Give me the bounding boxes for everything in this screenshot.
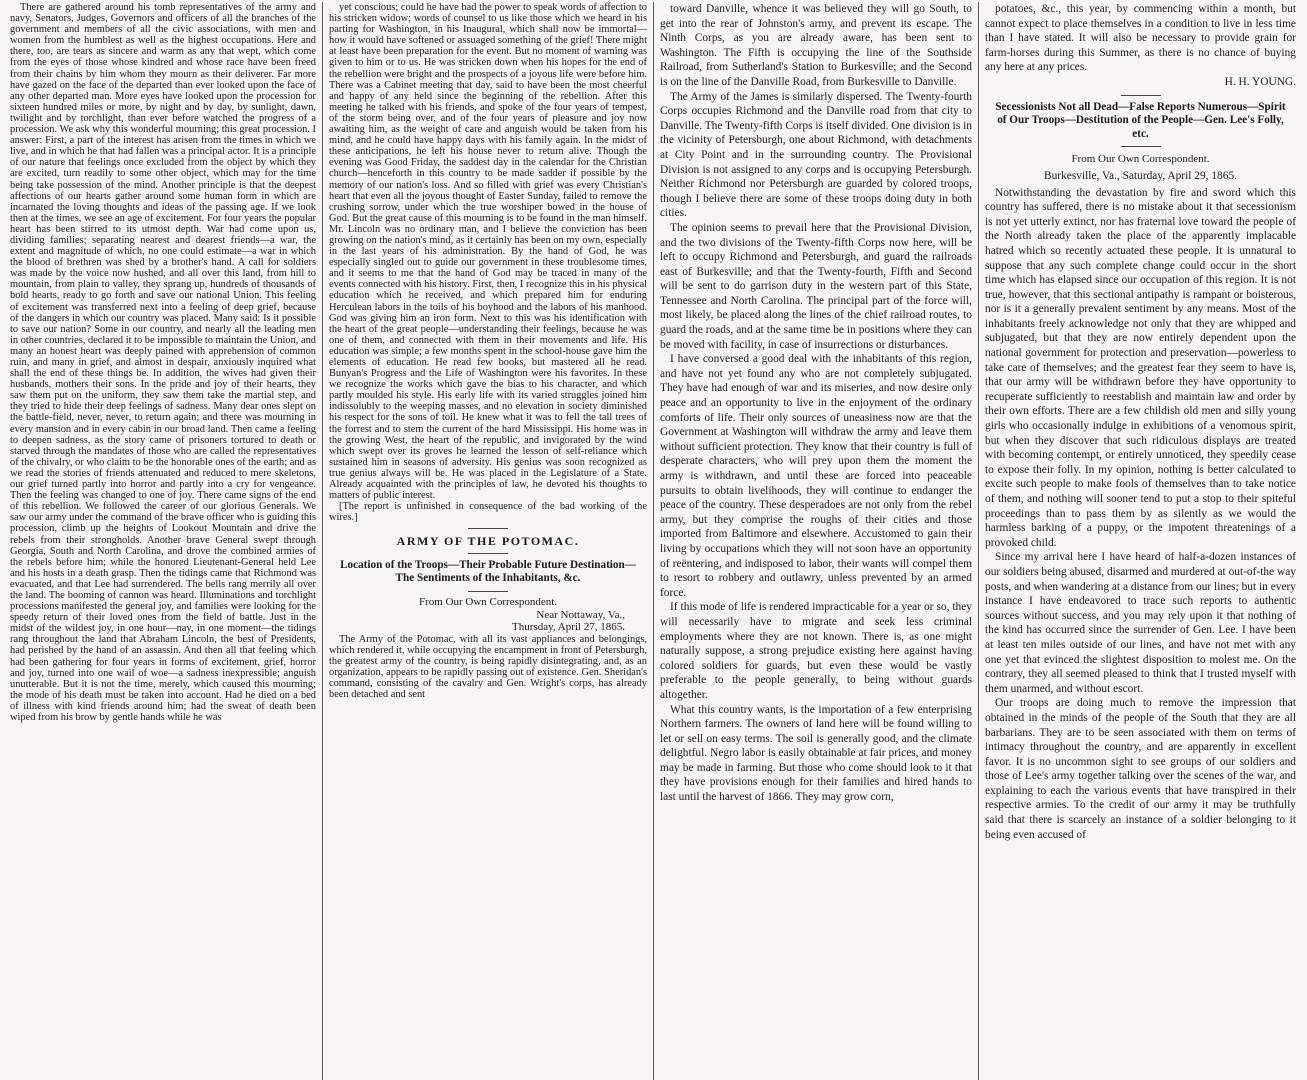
article-body: The Army of the Potomac, with all its vast appliances and belongings, which rendered it, while occupying the encampment in front of Petersburgh, the greatest army of the country, is being rapidly disintegrating, and, as an organization, appears to be rapidly passing out of existence. Gen. Sheridan's command, consisting of the cavalry and Gen. Wright's corps, has already been detached and sent	[329, 633, 647, 701]
column-3-paragraph: What this country wants, is the importation of a few enterprising Northern farmers. The owners of land here will be found willing to let or sell on easy terms. The soil is generally good, and the climate delightful. Negro labor is easily obtainable at fair prices, and money may be made in farming. But those who come should look to it that they have provisions enough for their families and hired hands to last until the harvest of 1866. They may grow corn,	[660, 703, 972, 804]
dateline	[329, 609, 647, 634]
column-1	[4, 2, 322, 1080]
section-divider	[1121, 95, 1161, 96]
article-heading: Secessionists Not all Dead—False Reports Numerous—Spirit of Our Troops—Destitution of the People—Gen. Lee's Folly, etc.	[995, 100, 1286, 140]
column-2-paragraph: yet conscious; could he have had the power to speak words of affection to his stricken widow; words of counsel to us like those which we heard in his parting for Washington, in his Inaugural, which shall now be immortal—how it would have softened or assuaged something of the grief! There might at least have been preparation for the event. But no moment of warning was given to him or to us. He was stricken down when his hopes for the end of the rebellion were bright and the prospects of a joyous life were before him. There was a Cabinet meeting that day, said to have been the most cheerful and happy of any held since the beginning of the rebellion. After this meeting he talked with his friends, and spoke of the four years of tempest, of the storm being over, and of the four years of pleasure and joy now awaiting him, as the weight of care and anguish would be taken from his mind, and he could have happy days with his family again. In the midst of these anticipations, he left his house never to return alive. Though the evening was Good Friday, the saddest day in the calendar for the Christian church—henceforth in this country to be made sadder if possible by the memory of our nation's loss. And so filled with grief was every Christian's heart that even all the joyous thought of Easter Sunday, failed to remove the crushing sorrow, under which the true worshiper bowed in the house of God. But the great cause of this mourning is to be found in the man himself. Mr. Lincoln was no ordinary man, and I believe the conviction has been growing on the nation's mind, as it certainly has been on my own, especially in the last years of his administration. By the hand of God, he was especially singled out to guide our government in these troublesome times, and it seems to me that the hand of God may be traced in many of the events connected with his history. First, then, I recognize this in his physical education which he received, and which prepared him for enduring Herculean labors in the toils of his boyhood and the labors of his manhood. God was giving him an iron form. Next to this was his identification with the heart of the great people—understanding their feelings, because he was one of them, and connected with them in their movements and life. His education was simple; a few months spent in the school-house gave him the elements of education. He read few books, but mastered all he read. Bunyan's Progress and the Life of Washington were his favorites. In these we recognize the works which gave the bias to his character, and which partly moulded his style. His early life with its varied struggles joined him indissolubly to the weeping masses, and no elevation in society diminished his respect for the sons of toil. He knew what it was to fell the tall trees of the forrest and to stem the current of the hard Mississippi. His home was in the growing West, the heart of the republic, and invigorated by the wind which swept over its groves he learned the lesson of self-reliance which sustained him in seasons of adversity. His genius was soon recognized as true genius always will be. He was placed in the Legislature of a State. Already acquainted with the principles of law, he devoted his thoughts to matters of public interest.	[329, 2, 647, 502]
column-3-paragraph: If this mode of life is rendered impracticable for a year or so, they will necessarily have to migrate and seek less criminal employments where they are not known. There is, as one might naturally suppose, a strong prejudice existing here against having colored soldiers for guards, but even these would be vastly preferable to the people generally, to being without guards altogether.	[660, 601, 972, 701]
column-3-paragraph: I have conversed a good deal with the inhabitants of this region, and have not yet found any who are not completely subjugated. They have had enough of war and its miseries, and now desire only peace and an opportunity to live in the enjoyment of the ordinary comforts of life. Their only sources of uneasiness now are that the Government at Washington will withdraw the army and leave them without sufficient protection. They know that their country is full of desperate characters, who will prey upon them the moment the army is withdrawn, and until these are forced into peaceable pursuits to obtain livelihoods, they will continue to endanger the peace of the country. These desperadoes are not only from the rebel army, but they comprise the roughs of their cities and those imported from Baltimore and elsewhere. Accustomed to gain their living by occupations which they will not soon have an opportunity of reëntering, and indisposed to labor, their wants will compel them to resort to robbery and outlawry, unless prevented by an armed force.	[660, 353, 972, 599]
column-4	[979, 2, 1302, 1080]
column-3-paragraph: toward Danville, whence it was believed they will go South, to get into the rear of Johnston's army, and prevent its escape. The Ninth Corps, as you are already aware, has been sent to Washington. The Fifth is occupying the line of the Southside Railroad, from Sutherland's Station to Burkesville; and the Second is on the line of the Danville Road, from Burkesville to Danville.	[660, 3, 972, 88]
dateline-date: Thursday, April 27, 1865.	[512, 621, 625, 634]
column-4-paragraph: Since my arrival here I have heard of half-a-dozen instances of our soldiers being abused, disarmed and murdered at out-of-the way posts, and when wandering at a distance from our lines; but in every instance I have endeavored to trace such reports to authentic sources without success, and you may rely upon it that nothing of the kind has occurred since the surrender of Gen. Lee. I have been at least ten miles outside of our lines, and have not met with any one yet that evinced the slightest disposition to molest me. On the contrary, they all seemed pleased to think that I trusted myself with them unarmed, and without escort.	[985, 551, 1296, 695]
article-deck: Location of the Troops—Their Probable Future Destination—The Sentiments of the Inhabitants, &c.	[340, 558, 636, 585]
signature: H. H. YOUNG.	[1224, 75, 1296, 88]
column-3-paragraph: The opinion seems to prevail here that the Provisional Division, and the two divisions of the Twenty-fifth Corps now here, will be left to occupy Richmond and Petersburgh, and guard the railroads east of Burkesville; and that the Twenty-fourth, Fifth and Second will be sent to do garrison duty in the western part of this State, Tennessee and North Carolina. The principal part of the force will, most likely, be placed along the lines of the chief railroad routes, to guard the roads, and at the same time be in positions where they can be moved with facility, in case of insurrections or disturbances.	[660, 221, 972, 351]
section-divider	[468, 553, 508, 554]
section-divider	[468, 528, 508, 529]
correspondent-line: From Our Own Correspondent.	[1071, 153, 1210, 166]
column-3	[654, 2, 978, 1080]
column-3-paragraph: The Army of the James is similarly dispersed. The Twenty-fourth Corps occupies Richmond and the Danville road from that city to Danville. The Twenty-fifth Corps is itself divided. One division is in the vicinity of Petersburgh, one about Richmond, with detachments at City Point and in the surrounding country. The Provisional Division is not assigned to any corps and is occupying Petersburgh. Neither Richmond nor Petersburgh are guarded by colored troops, though I believe there are some of these troops doing duty in both cities.	[660, 90, 972, 220]
section-divider	[1121, 146, 1161, 147]
column-4-paragraph: Notwithstanding the devastation by fire and sword which this country has suffered, there is no mistake about it that secessionism is not yet utterly extinct, nor has fraternal love toward the people of the North already taken the place of the apparently implacable hatred which so recently actuated these people. It is unnatural to suppose that any such complete change could occur in the short time which has elapsed since our occupation of this region. It is not true, however, that this sectional antipathy is rampant or boisterous, nor is it a generally prevalent sentiment by any means. Most of the inhabitants freely acknowledge not only that they are whipped and subjugated, but that they are now entirely dependent upon the national government for protection and preservation—powerless to take care of themselves; and the greatest fear they seem to have is, that our army will be withdrawn before they have opportunity to recuperate sufficiently to reestablish and maintain law and order by their own efforts. There are a few childish old men and silly young girls who occasionally indulge in exhibitions of a venomous spirit, but when they discover that such ridiculous displays are treated with becoming contempt, or entirely unnoticed, they speedily cease to expose their folly. In my opinion, nothing is better calculated to excite such people to make fools of themselves than to take notice of them, and nothing will sooner tend to put a stop to their spiteful proceedings than to pass them by as silently as we would the harmless barking of a puppy, or the impotent threatenings of a provoked child.	[985, 186, 1296, 549]
dateline: Burkesville, Va., Saturday, April 29, 1865.	[1044, 169, 1237, 182]
correspondent-line: From Our Own Correspondent.	[418, 595, 558, 608]
column-4-paragraph: Our troops are doing much to remove the impression that obtained in the minds of the people of the South that they are all barbarians. They are to be seen associated with them on terms of intimacy throughout the country, and are apparently in excellent favor. It is no uncommon sight to see groups of our soldiers and those of Lee's army together talking over the scenes of the war, and explaining to each the various events that have transpired in their respective armies. To the credit of our army it may be truthfully said that there is scarcely an instance of a soldier belonging to it being even accused of	[985, 697, 1296, 841]
column-1-paragraph: There are gathered around his tomb representatives of the army and navy, Senators, Judges, Governors and officers of all the branches of the government and members of all the civic associations, with men and women from the humblest as well as the highest occupations. Here and there, too, are tears as sincere and warm as any that wept, which come from the eyes of those whose kindred and whose race have been freed from their chains by him whom they mourn as their deliverer. Far more have gazed on the face of the departed than ever looked upon the face of any other departed man. More eyes have looked upon the procession for sixteen hundred miles or more, by night and by day, by sunlight, dawn, twilight and by torchlight, than ever before watched the progress of a procession. We ask why this wonderful mourning; this great procession. I answer: First, a part of the interest has arisen from the times in which we live, and in which he that had fallen was a principal actor. It is a principle of our nature that feelings once excluded from the object by which they are excited, turn readily to some other object, which may for the time being take possession of the mind. Another principle is that the deepest affections of our hearts gather around some human form in which are incarnated the loving thoughts and ideas of the passing age. If we look then at the times, we see an age of excitement. For four years the popular heart has been stirred to its utmost depth. War had come upon us, dividing families; separating nearest and dearest friends—a war, the extent and magnitude of which, no one could estimate—a war in which the blood of brethren was shed by a brother's hand. A call for soldiers was made by the voice now hushed, and all over this land, from hill to mountain, from plain to valley, they sprang up, hundreds of thousands of bold hearts, ready to go forth and save our national Union. This feeling of excitement was transferred next into a feeling of deep grief, because of the dangers in which our country was placed. Many said: Is it possible to save our nation? Some in our country, and nearly all the leading men in other countries, declared it to be impossible to maintain the Union, and many an honest heart was deeply pained with apprehension of common ruin, and many in grief, and almost in despair, anxiously inquired what shall the end of these things be. In addition, the wives had given their husbands, mothers their sons. In the pride and joy of their hearts, they saw them put on the uniform, they saw them take the martial step, and they tried to hide their deep feelings of sadness. Many dear ones slept on the battle-field, never, never, to return again; and there was mourning in every mansion and in every cabin in our broad land. Then came a feeling to deepen sadness, as the story came of prisoners tortured to death or starved through the mandates of those who are called the representatives of the chivalry, or who claim to be the honorable ones of the earth; and as we read the stories of friends attenuated and reduced to mere skeletons, our grief turned partly into horror and partly into a cry for vengeance. Then the feeling was changed to one of joy. There came signs of the end of this rebellion. We followed the career of our glorious Generals. We saw our army under the command of the brave officer who is guiding this procession, climb up the heights of Lookout Mountain and drive the rebels from their strongholds. Another brave General swept through Georgia, South and North Carolina, and drove the combined armies of the rebels before him; while the honored Lieutenant-General held Lee and his hosts in a death grasp. Then the tidings came that Richmond was evacuated, and that Lee had surrendered. The bells rang merrily all over the land. The booming of cannon was heard. Illuminations and torchlight processions manifested the general joy, and families were looking for the speedy return of their loved ones from the field of battle. Just in the midst of the wildest joy, in one hour—nay, in one moment—the tidings rang throughout the land that Abraham Lincoln, the best of Presidents, had perished by the hand of an assassin. And then all that feeling which had been gathering for four years in forms of excitement, grief, horror and joy, turned into one wail of woe—a sadness inexpressible; anguish unutterable. But it is not the time, merely, which caused this mourning; the mode of his death must be taken into account. Had he died on a bed of illness with kind friends around him; had the sweat of death been wiped from his brow by gentle hands while he was	[10, 2, 316, 723]
section-title: ARMY OF THE POTOMAC.	[396, 534, 580, 549]
dateline-place: Near Nottaway, Va.,	[536, 608, 625, 621]
column-4-intro: potatoes, &c., this year, by commencing within a month, but cannot expect to place themselves in a condition to live in less time than I have stated. It will also be necessary to provide grain for farm-horses during this Summer, as there is no chance of buying any here at any prices.	[985, 3, 1296, 74]
column-2	[323, 2, 653, 1080]
wire-note: [The report is unfinished in consequence of the bad working of the wires.]	[329, 501, 647, 524]
section-divider	[468, 591, 508, 592]
